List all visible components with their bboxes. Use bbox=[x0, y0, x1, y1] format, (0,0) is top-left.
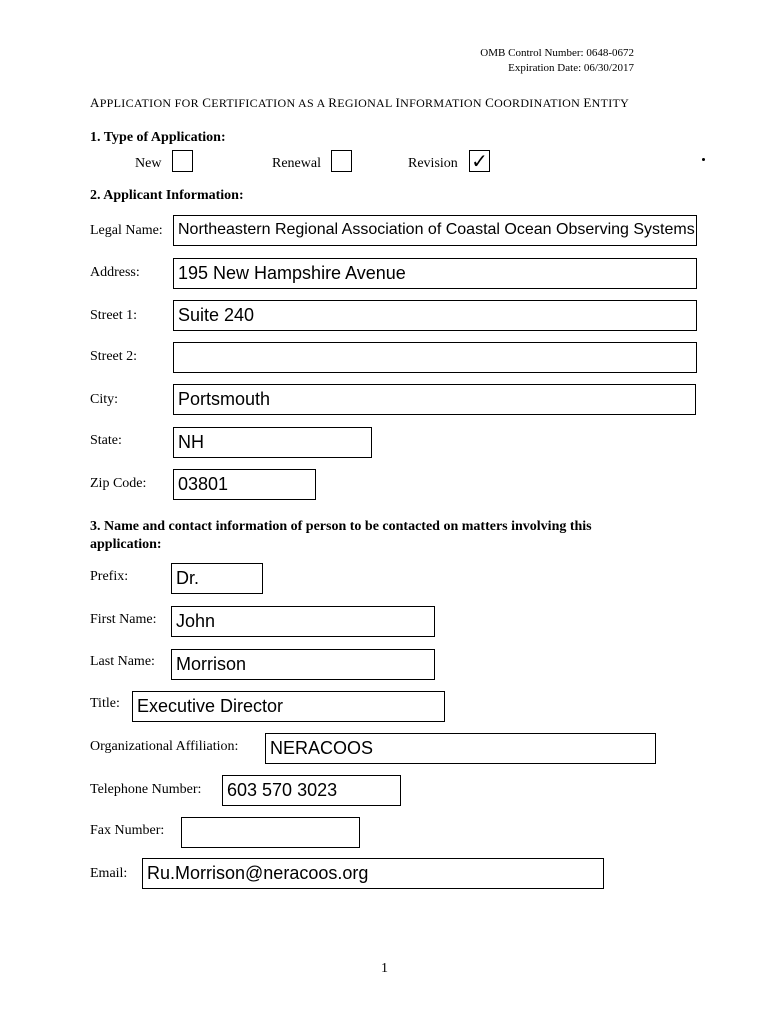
address-label: Address: bbox=[90, 265, 140, 280]
option-revision-label: Revision bbox=[408, 156, 458, 171]
prefix-label: Prefix: bbox=[90, 569, 129, 584]
state-field[interactable]: NH bbox=[173, 427, 372, 458]
legal-name-field[interactable]: Northeastern Regional Association of Coastal Ocean Observing Systems bbox=[173, 215, 697, 246]
email-field[interactable]: Ru.Morrison@neracoos.org bbox=[142, 858, 604, 889]
section3-heading-line1: 3. Name and contact information of person to be contacted on matters involving this bbox=[90, 519, 592, 534]
street1-field[interactable]: Suite 240 bbox=[173, 300, 697, 331]
omb-header bbox=[480, 46, 634, 76]
telephone-label: Telephone Number: bbox=[90, 782, 202, 797]
section1-heading: 1. Type of Application: bbox=[90, 130, 226, 145]
zip-field[interactable]: 03801 bbox=[173, 469, 316, 500]
title-label: Title: bbox=[90, 696, 120, 711]
option-renewal-label: Renewal bbox=[272, 156, 321, 171]
fax-field[interactable] bbox=[181, 817, 360, 848]
last-name-label: Last Name: bbox=[90, 654, 155, 669]
renewal-checkbox[interactable] bbox=[331, 150, 352, 172]
legal-name-label: Legal Name: bbox=[90, 223, 163, 238]
expiration-date: Expiration Date: 06/30/2017 bbox=[508, 62, 634, 74]
zip-label: Zip Code: bbox=[90, 476, 147, 491]
email-label: Email: bbox=[90, 866, 128, 881]
address-field[interactable]: 195 New Hampshire Avenue bbox=[173, 258, 697, 289]
state-label: State: bbox=[90, 433, 122, 448]
document-title: APPLICATION FOR CERTIFICATION AS A REGIONAL INFORMATION COORDINATION ENTITY bbox=[90, 95, 630, 110]
org-affiliation-label: Organizational Affiliation: bbox=[90, 739, 239, 754]
first-name-field[interactable]: John bbox=[171, 606, 435, 637]
first-name-label: First Name: bbox=[90, 612, 157, 627]
telephone-field[interactable]: 603 570 3023 bbox=[222, 775, 401, 806]
new-checkbox[interactable] bbox=[172, 150, 193, 172]
street2-label: Street 2: bbox=[90, 349, 138, 364]
prefix-field[interactable]: Dr. bbox=[171, 563, 263, 594]
city-label: City: bbox=[90, 392, 119, 407]
page-number: 1 bbox=[381, 961, 388, 976]
section3-heading-line2: application: bbox=[90, 537, 162, 552]
revision-checkbox[interactable]: ✓ bbox=[469, 150, 490, 172]
org-affiliation-field[interactable]: NERACOOS bbox=[265, 733, 656, 764]
last-name-field[interactable]: Morrison bbox=[171, 649, 435, 680]
omb-control-number: OMB Control Number: 0648-0672 bbox=[480, 47, 634, 59]
section2-heading: 2. Applicant Information: bbox=[90, 188, 244, 203]
title-field[interactable]: Executive Director bbox=[132, 691, 445, 722]
stray-dot bbox=[702, 158, 705, 161]
option-new-label: New bbox=[135, 156, 162, 171]
fax-label: Fax Number: bbox=[90, 823, 165, 838]
city-field[interactable]: Portsmouth bbox=[173, 384, 696, 415]
street1-label: Street 1: bbox=[90, 308, 138, 323]
section3-heading bbox=[90, 518, 592, 554]
street2-field[interactable] bbox=[173, 342, 697, 373]
